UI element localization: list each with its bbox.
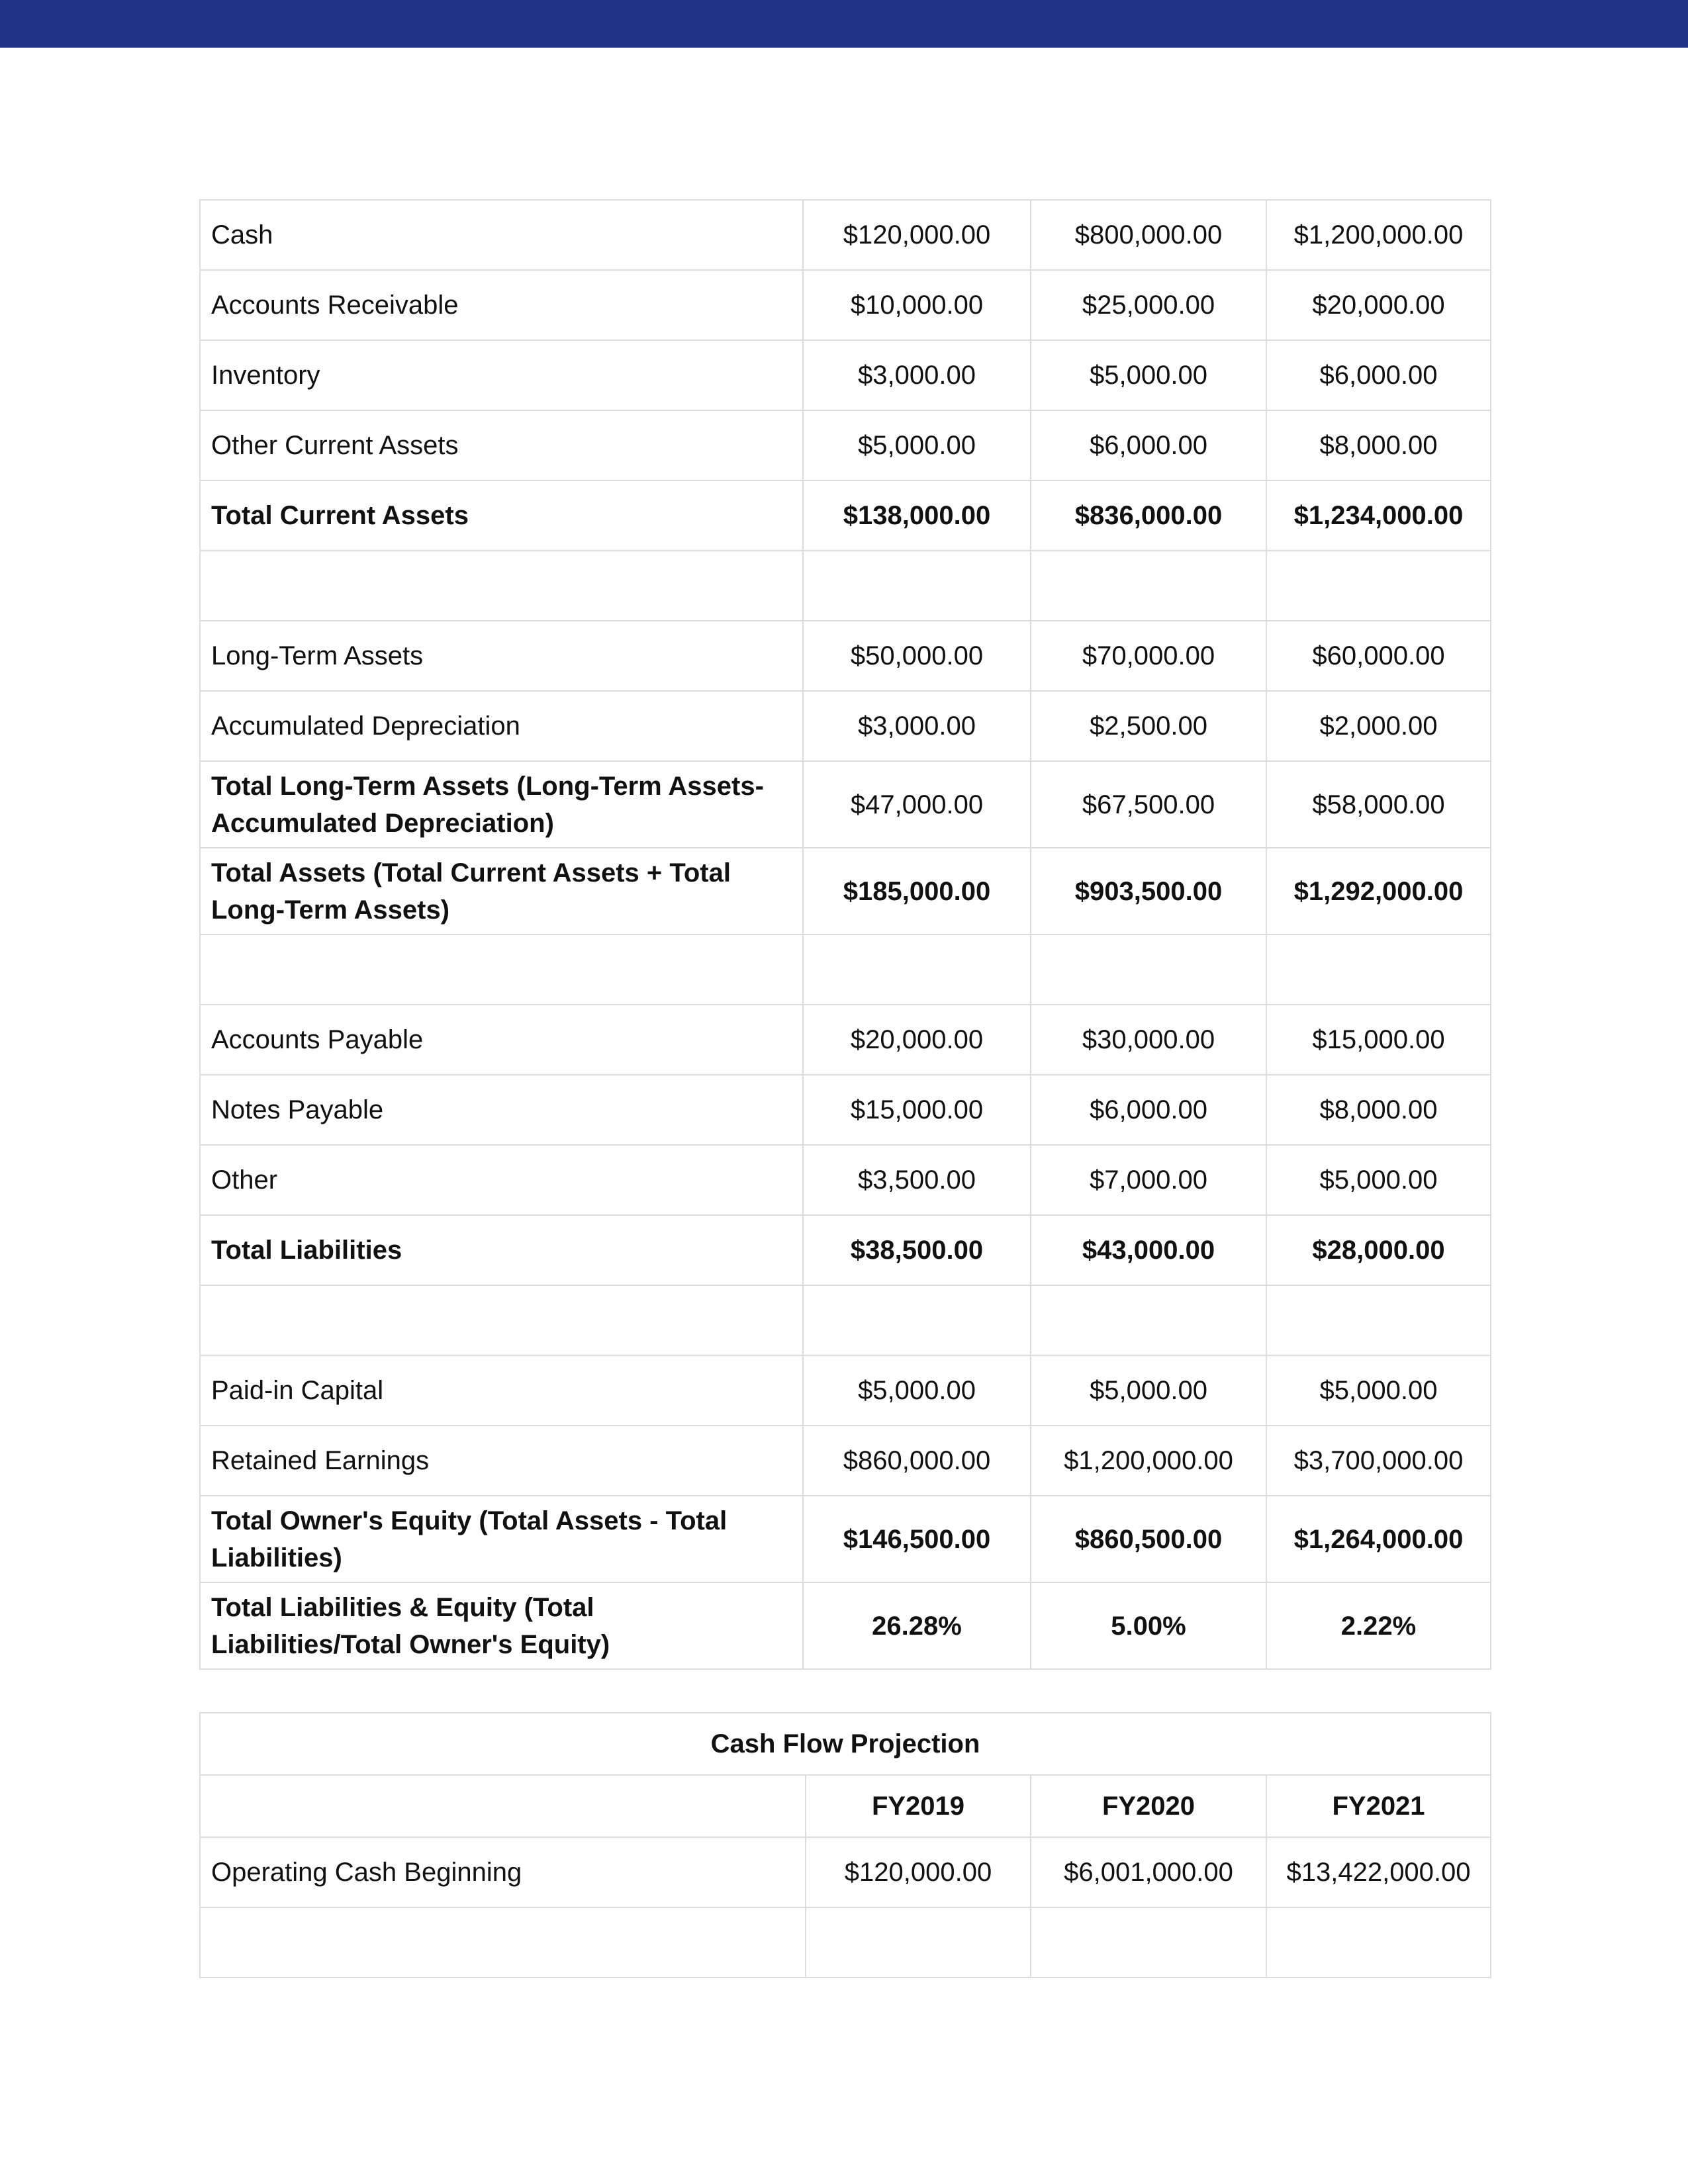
value-cell: $60,000.00 (1266, 621, 1491, 691)
value-cell: $120,000.00 (806, 1837, 1031, 1907)
value-cell: $5,000.00 (803, 1355, 1031, 1426)
value-cell: $70,000.00 (1031, 621, 1266, 691)
value-cell (1031, 1285, 1266, 1355)
value-cell: $15,000.00 (803, 1075, 1031, 1145)
cash-flow-title-row (200, 1713, 1491, 1775)
row-label: Other (200, 1145, 803, 1215)
value-cell: $2,500.00 (1031, 691, 1266, 761)
value-cell: $800,000.00 (1031, 200, 1266, 270)
row-label (200, 934, 803, 1005)
row-label: Retained Earnings (200, 1426, 803, 1496)
table-row (200, 340, 1491, 410)
row-label: Inventory (200, 340, 803, 410)
value-cell: $10,000.00 (803, 270, 1031, 340)
row-label: Cash (200, 200, 803, 270)
value-cell: $50,000.00 (803, 621, 1031, 691)
value-cell (1031, 1907, 1266, 1978)
header-blank-cell (200, 1775, 806, 1837)
value-cell (803, 1285, 1031, 1355)
table-row (200, 1075, 1491, 1145)
row-label (200, 1285, 803, 1355)
value-cell (806, 1907, 1031, 1978)
row-label: Total Current Assets (200, 480, 803, 551)
value-cell: $38,500.00 (803, 1215, 1031, 1285)
value-cell: 5.00% (1031, 1582, 1266, 1669)
value-cell: $1,234,000.00 (1266, 480, 1491, 551)
value-cell: $2,000.00 (1266, 691, 1491, 761)
table-row (200, 934, 1491, 1005)
table-row (200, 1355, 1491, 1426)
value-cell: $25,000.00 (1031, 270, 1266, 340)
row-label (200, 1907, 806, 1978)
value-cell: $58,000.00 (1266, 761, 1491, 848)
value-cell: $120,000.00 (803, 200, 1031, 270)
row-label: Other Current Assets (200, 410, 803, 480)
value-cell: $836,000.00 (1031, 480, 1266, 551)
value-cell: $67,500.00 (1031, 761, 1266, 848)
row-label: Operating Cash Beginning (200, 1837, 806, 1907)
value-cell (1266, 1285, 1491, 1355)
table-row (200, 1285, 1491, 1355)
value-cell: $860,000.00 (803, 1426, 1031, 1496)
row-label: Accounts Payable (200, 1005, 803, 1075)
row-label: Accounts Receivable (200, 270, 803, 340)
table-row (200, 200, 1491, 270)
table-row (200, 270, 1491, 340)
value-cell: $138,000.00 (803, 480, 1031, 551)
header-fy2019: FY2019 (806, 1775, 1031, 1837)
value-cell: $1,264,000.00 (1266, 1496, 1491, 1582)
row-label: Long-Term Assets (200, 621, 803, 691)
row-label: Total Owner's Equity (Total Assets - Total Liabilities) (200, 1496, 803, 1582)
value-cell: $13,422,000.00 (1266, 1837, 1491, 1907)
cash-flow-title: Cash Flow Projection (200, 1713, 1491, 1775)
value-cell: $20,000.00 (1266, 270, 1491, 340)
table-row (200, 480, 1491, 551)
value-cell: $185,000.00 (803, 848, 1031, 934)
table-row (200, 848, 1491, 934)
value-cell: $1,200,000.00 (1031, 1426, 1266, 1496)
header-fy2020: FY2020 (1031, 1775, 1266, 1837)
value-cell: $3,700,000.00 (1266, 1426, 1491, 1496)
value-cell: $860,500.00 (1031, 1496, 1266, 1582)
row-label: Total Assets (Total Current Assets + Total Long-Term Assets) (200, 848, 803, 934)
top-banner (0, 0, 1688, 48)
value-cell (1266, 551, 1491, 621)
table-row (200, 1837, 1491, 1907)
value-cell: $15,000.00 (1266, 1005, 1491, 1075)
value-cell (803, 551, 1031, 621)
table-row (200, 551, 1491, 621)
cash-flow-header-row (200, 1775, 1491, 1837)
row-label: Total Liabilities (200, 1215, 803, 1285)
row-label (200, 551, 803, 621)
row-label: Paid-in Capital (200, 1355, 803, 1426)
table-row (200, 1582, 1491, 1669)
table-row (200, 1145, 1491, 1215)
value-cell (1031, 551, 1266, 621)
value-cell: $6,000.00 (1266, 340, 1491, 410)
value-cell: $3,000.00 (803, 340, 1031, 410)
value-cell: $5,000.00 (1031, 340, 1266, 410)
table-row (200, 761, 1491, 848)
value-cell: $30,000.00 (1031, 1005, 1266, 1075)
value-cell: $8,000.00 (1266, 410, 1491, 480)
value-cell (1266, 934, 1491, 1005)
row-label: Accumulated Depreciation (200, 691, 803, 761)
table-row (200, 1215, 1491, 1285)
table-row (200, 1426, 1491, 1496)
value-cell: $28,000.00 (1266, 1215, 1491, 1285)
value-cell (1266, 1907, 1491, 1978)
table-row (200, 1005, 1491, 1075)
row-label: Total Liabilities & Equity (Total Liabilities/Total Owner's Equity) (200, 1582, 803, 1669)
value-cell: $5,000.00 (1266, 1355, 1491, 1426)
table-row (200, 621, 1491, 691)
value-cell: $7,000.00 (1031, 1145, 1266, 1215)
value-cell: 2.22% (1266, 1582, 1491, 1669)
value-cell (803, 934, 1031, 1005)
table-row (200, 410, 1491, 480)
value-cell: $47,000.00 (803, 761, 1031, 848)
row-label: Notes Payable (200, 1075, 803, 1145)
value-cell: $1,200,000.00 (1266, 200, 1491, 270)
value-cell: $3,000.00 (803, 691, 1031, 761)
value-cell: $20,000.00 (803, 1005, 1031, 1075)
value-cell: $6,000.00 (1031, 410, 1266, 480)
value-cell: $6,001,000.00 (1031, 1837, 1266, 1907)
cash-flow-table (199, 1712, 1491, 1978)
value-cell: $5,000.00 (1266, 1145, 1491, 1215)
table-row (200, 691, 1491, 761)
value-cell: $146,500.00 (803, 1496, 1031, 1582)
value-cell: $5,000.00 (803, 410, 1031, 480)
header-fy2021: FY2021 (1266, 1775, 1491, 1837)
value-cell: $3,500.00 (803, 1145, 1031, 1215)
balance-sheet-table (199, 199, 1491, 1670)
value-cell: 26.28% (803, 1582, 1031, 1669)
table-row (200, 1907, 1491, 1978)
value-cell (1031, 934, 1266, 1005)
value-cell: $1,292,000.00 (1266, 848, 1491, 934)
value-cell: $5,000.00 (1031, 1355, 1266, 1426)
value-cell: $43,000.00 (1031, 1215, 1266, 1285)
row-label: Total Long-Term Assets (Long-Term Assets-Accumulated Depreciation) (200, 761, 803, 848)
value-cell: $6,000.00 (1031, 1075, 1266, 1145)
table-row (200, 1496, 1491, 1582)
value-cell: $903,500.00 (1031, 848, 1266, 934)
value-cell: $8,000.00 (1266, 1075, 1491, 1145)
